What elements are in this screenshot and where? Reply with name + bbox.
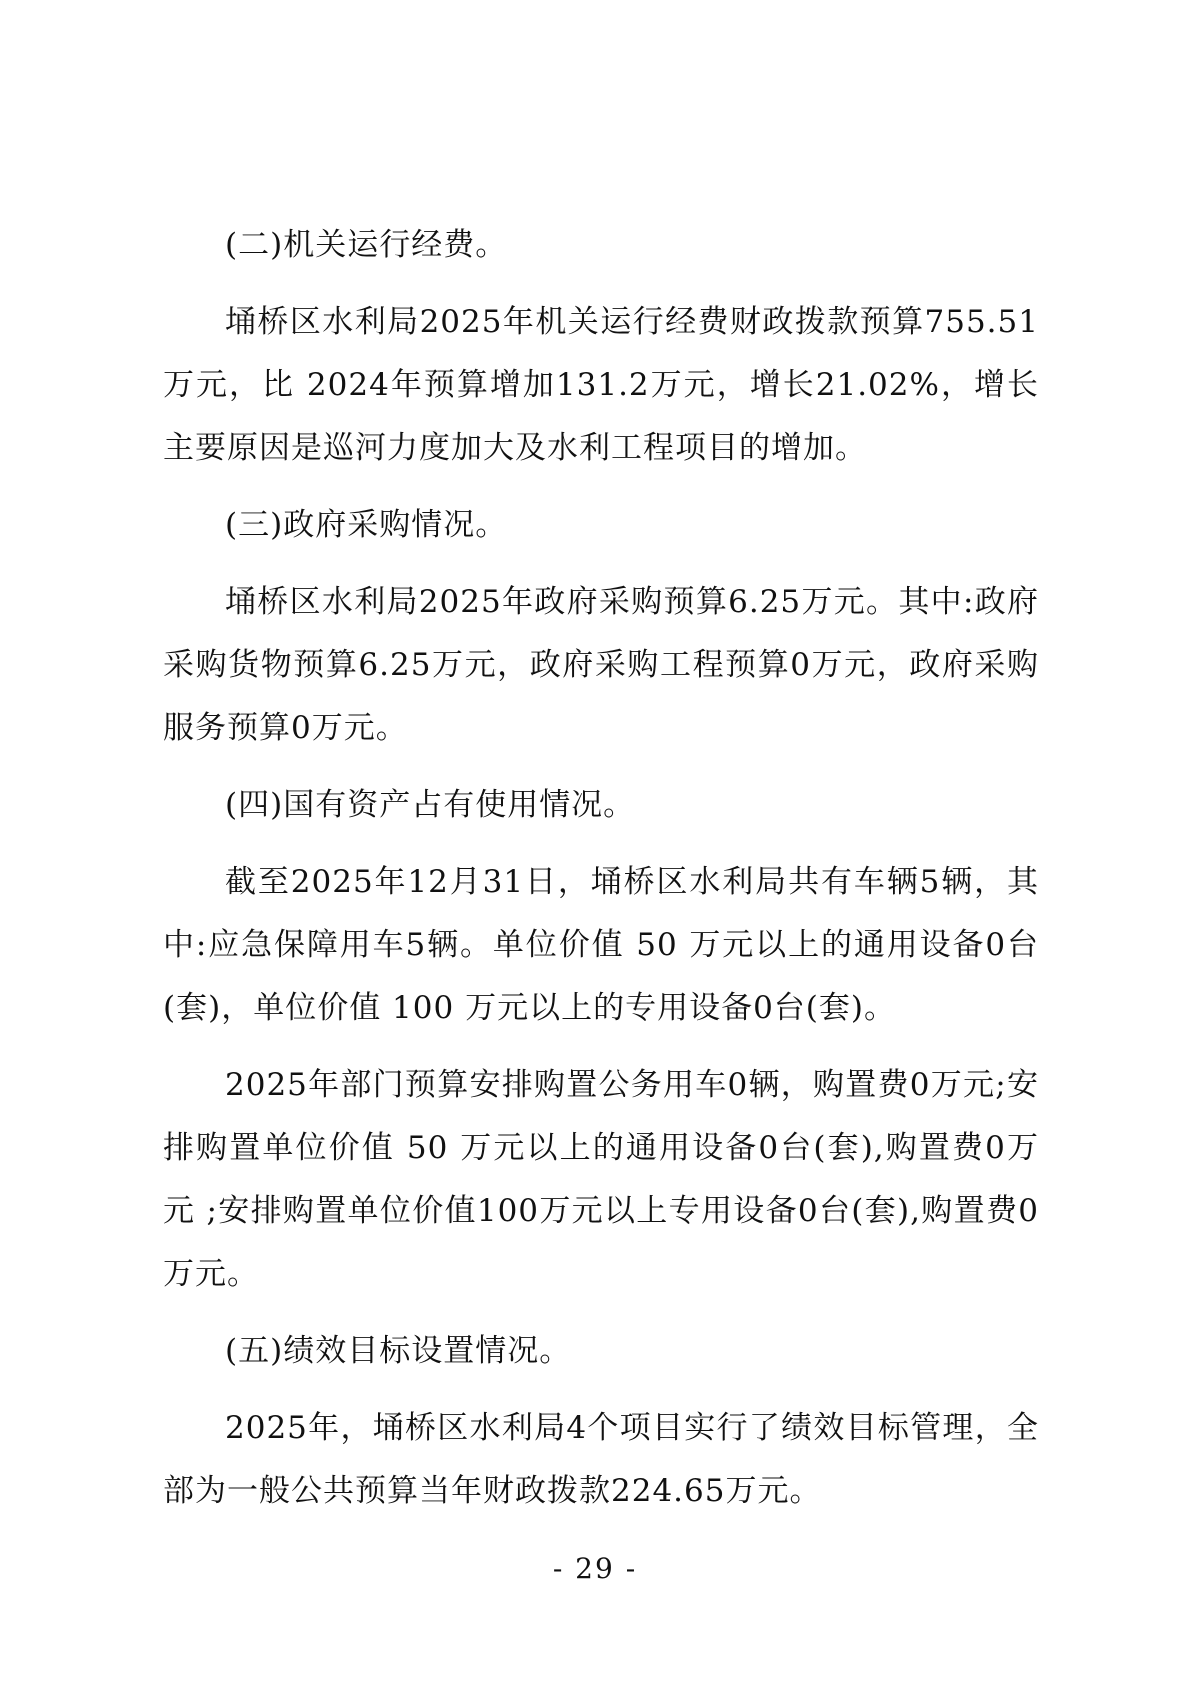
section-heading-operating-expenses: (二)机关运行经费。: [225, 227, 508, 263]
section-heading-state-assets: (四)国有资产占有使用情况。: [225, 787, 636, 823]
paragraph-performance-targets: 2025年，埇桥区水利局4个项目实行了绩效目标管理，全部为一般公共预算当年财政拨款224.65万元。: [163, 1410, 1039, 1509]
paragraph-operating-expenses: 埇桥区水利局2025年机关运行经费财政拨款预算755.51万元，比 2024年预算增加131.2万元，增长21.02%，增长主要原因是巡河力度加大及水利工程项目的增加。: [163, 304, 1039, 466]
paragraph-purchase-plan: 2025年部门预算安排购置公务用车0辆，购置费0万元;安排购置单位价值 50 万元以上的通用设备0台(套),购置费0万元 ;安排购置单位价值100万元以上专用设备0台(套),购置费0万元。: [163, 1067, 1039, 1292]
page-number: - 29 -: [552, 1552, 638, 1585]
document-body: [163, 214, 1039, 1537]
section-heading-performance-targets: (五)绩效目标设置情况。: [225, 1333, 572, 1369]
section-heading-government-procurement: (三)政府采购情况。: [225, 507, 508, 543]
paragraph-state-assets: 截至2025年12月31日，埇桥区水利局共有车辆5辆，其中:应急保障用车5辆。单位价值 50 万元以上的通用设备0台(套)，单位价值 100 万元以上的专用设备0台(套)。: [163, 864, 1039, 1026]
paragraph-government-procurement: 埇桥区水利局2025年政府采购预算6.25万元。其中:政府采购货物预算6.25万元，政府采购工程预算0万元，政府采购服务预算0万元。: [163, 584, 1039, 746]
